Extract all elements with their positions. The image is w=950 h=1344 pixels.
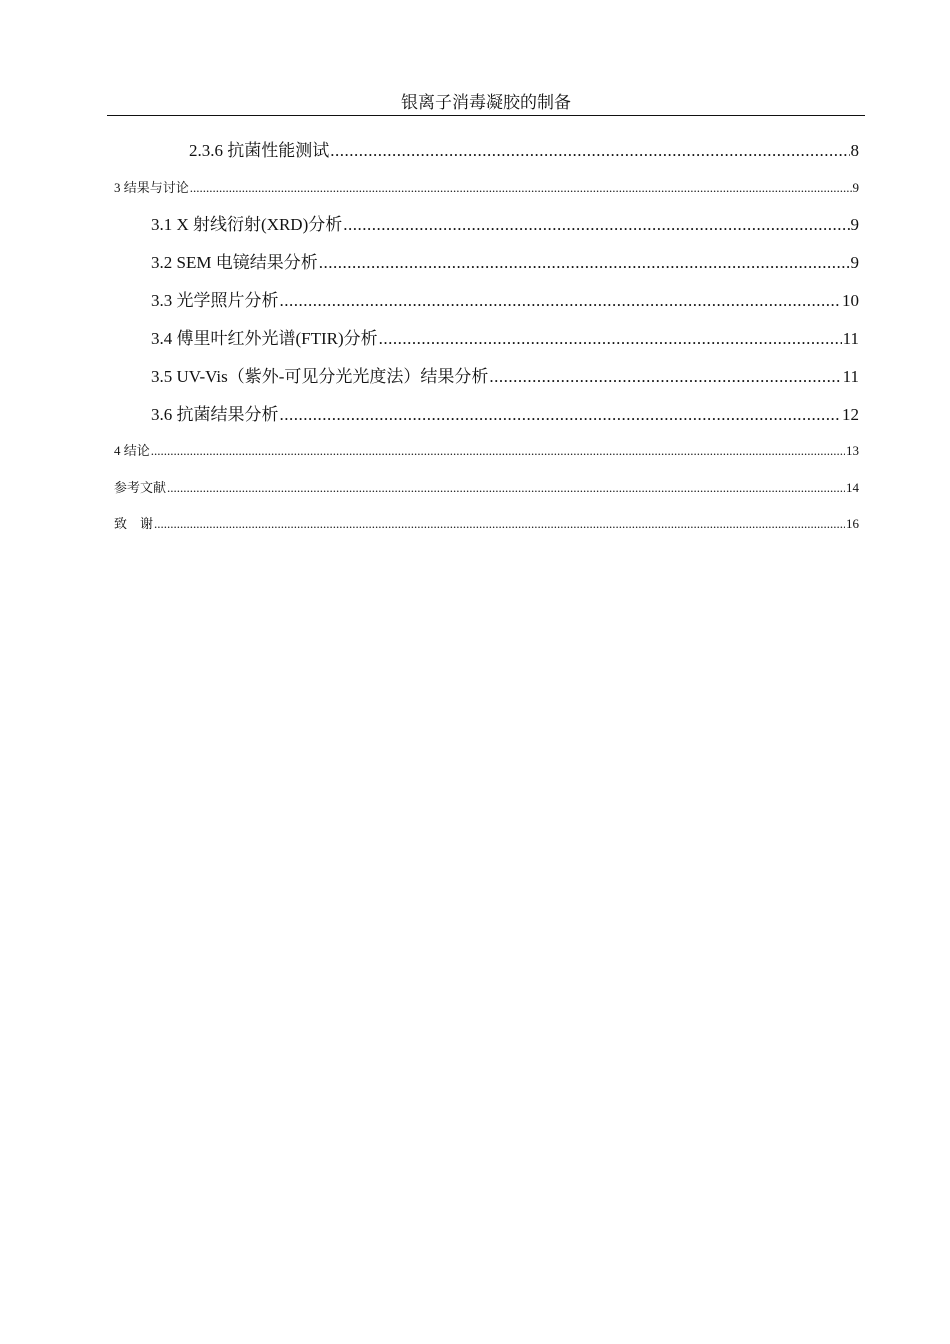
toc-entry-label: 3.4 傅里叶红外光谱(FTIR)分析	[151, 329, 378, 348]
table-of-contents	[0, 0, 950, 600]
toc-entry-label: 3.2 SEM 电镜结果分析	[151, 253, 318, 272]
toc-dot-leader	[151, 442, 845, 459]
toc-entry-3-5[interactable]	[151, 366, 859, 388]
toc-entry-label: 3.5 UV-Vis（紫外-可见分光光度法）结果分析	[151, 367, 489, 386]
toc-dot-leader	[154, 515, 845, 532]
toc-dot-leader	[489, 366, 841, 388]
toc-entry-label: 3.6 抗菌结果分析	[151, 405, 279, 424]
toc-entry-chapter-3[interactable]	[114, 179, 859, 196]
toc-entry-3-4[interactable]	[151, 328, 859, 350]
toc-entry-label: 致 谢	[114, 516, 154, 531]
toc-entry-acknowledgements[interactable]	[114, 515, 859, 532]
toc-entry-3-2[interactable]	[151, 252, 859, 274]
toc-page-number: 9	[850, 253, 859, 272]
toc-entry-label: 4 结论	[114, 443, 150, 458]
toc-dot-leader	[167, 479, 845, 496]
toc-page-number: 13	[846, 443, 859, 458]
toc-entry-label: 3 结果与讨论	[114, 180, 189, 195]
toc-dot-leader	[190, 179, 852, 196]
toc-dot-leader	[379, 328, 842, 350]
toc-page-number: 11	[842, 367, 859, 386]
toc-page-number: 8	[850, 141, 859, 160]
toc-dot-leader	[330, 140, 849, 162]
toc-dot-leader	[319, 252, 850, 274]
toc-page-number: 12	[842, 405, 859, 424]
toc-entry-3-6[interactable]	[151, 404, 859, 426]
toc-entry-2-3-6[interactable]	[189, 140, 859, 162]
running-header-title: 银离子消毒凝胶的制备	[401, 93, 571, 112]
toc-page-number: 14	[846, 480, 859, 495]
toc-entry-3-1[interactable]	[151, 214, 859, 236]
toc-dot-leader	[280, 290, 842, 312]
toc-entry-3-3[interactable]	[151, 290, 859, 312]
toc-page-number: 11	[842, 329, 859, 348]
toc-entry-chapter-4[interactable]	[114, 442, 859, 459]
toc-page-number: 9	[852, 180, 859, 195]
toc-entry-label: 参考文献	[114, 480, 167, 495]
toc-page-number: 16	[846, 516, 859, 531]
toc-entry-references[interactable]	[114, 479, 859, 496]
toc-page-number: 9	[850, 215, 859, 234]
toc-entry-label: 3.1 X 射线衍射(XRD)分析	[151, 215, 343, 234]
toc-dot-leader	[343, 214, 849, 236]
toc-entry-label: 3.3 光学照片分析	[151, 291, 279, 310]
toc-entry-label: 2.3.6 抗菌性能测试	[189, 141, 330, 160]
toc-page-number: 10	[842, 291, 859, 310]
toc-dot-leader	[280, 404, 842, 426]
